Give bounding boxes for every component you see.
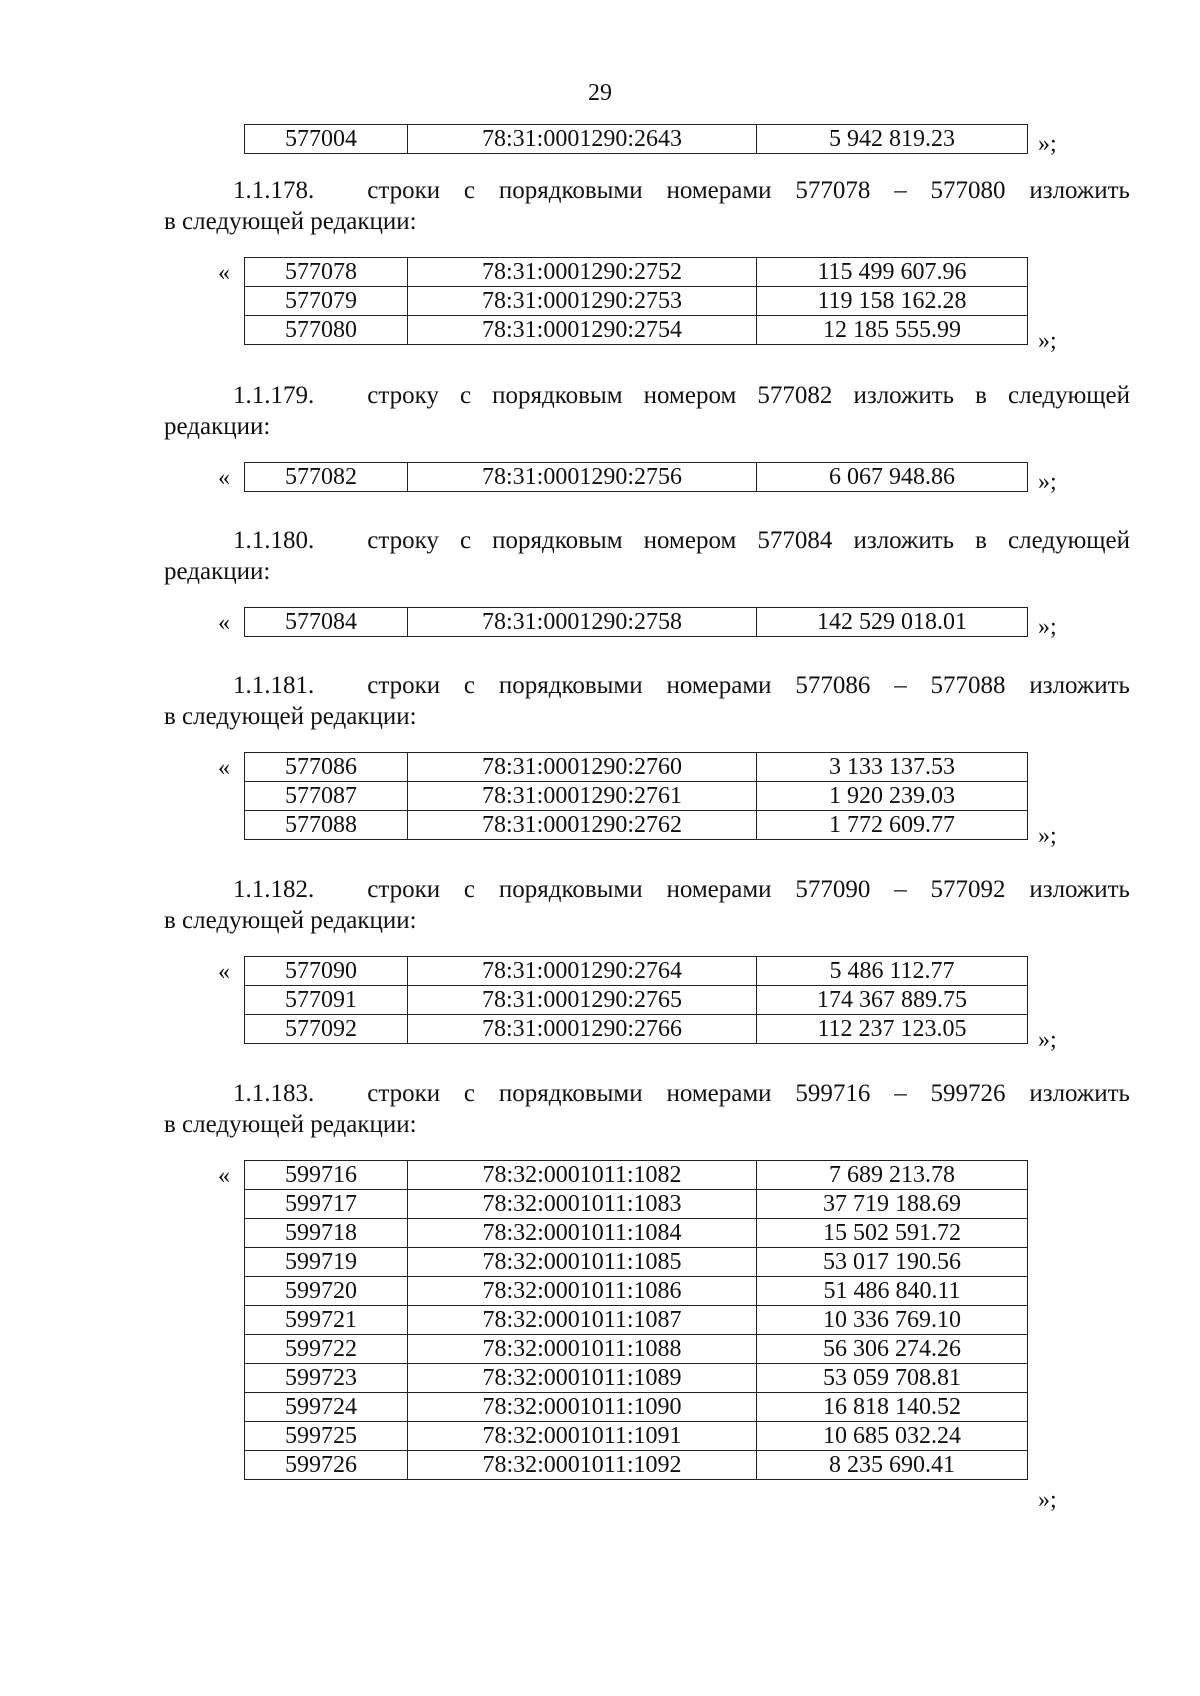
value-cell: 5 486 112.77 bbox=[757, 957, 1028, 986]
paragraph-word: – bbox=[894, 1080, 907, 1107]
closing-quote: »; bbox=[1038, 1027, 1057, 1053]
table-row bbox=[245, 1277, 1028, 1306]
table-row bbox=[245, 1335, 1028, 1364]
paragraph-word: в bbox=[975, 382, 987, 409]
paragraph-word: порядковыми bbox=[498, 1080, 643, 1107]
value-cell: 3 133 137.53 bbox=[757, 753, 1028, 782]
continued-table bbox=[244, 124, 1028, 154]
value-cell: 12 185 555.99 bbox=[757, 316, 1028, 345]
paragraph-text bbox=[367, 1078, 1130, 1109]
paragraph-line-2: в следующей редакции: bbox=[164, 208, 417, 235]
table-row bbox=[245, 957, 1028, 986]
amended-rows-table bbox=[244, 1160, 1028, 1480]
paragraph-word: изложить bbox=[853, 527, 955, 554]
paragraph-word: номерами bbox=[666, 1080, 772, 1107]
section-number: 1.1.182. bbox=[233, 876, 315, 903]
paragraph-word: порядковым bbox=[492, 527, 623, 554]
paragraph-line bbox=[164, 380, 1130, 411]
cadastral-number-cell: 78:32:0001011:1089 bbox=[408, 1364, 757, 1393]
row-number-cell: 599718 bbox=[245, 1219, 408, 1248]
cadastral-number-cell: 78:31:0001290:2760 bbox=[408, 753, 757, 782]
section-paragraph bbox=[164, 670, 1130, 732]
row-number-cell: 577087 bbox=[245, 782, 408, 811]
closing-quote: »; bbox=[1038, 469, 1057, 495]
row-number-cell: 599724 bbox=[245, 1393, 408, 1422]
opening-quote: « bbox=[218, 260, 230, 286]
paragraph-word: 577086 bbox=[795, 672, 871, 699]
paragraph-word: в bbox=[975, 527, 987, 554]
opening-quote: « bbox=[218, 1163, 230, 1189]
section-number: 1.1.181. bbox=[233, 672, 315, 699]
page-number: 29 bbox=[588, 80, 612, 106]
value-cell: 7 689 213.78 bbox=[757, 1161, 1028, 1190]
paragraph-word: следующей bbox=[1008, 527, 1130, 554]
row-number-cell: 599725 bbox=[245, 1422, 408, 1451]
table-row bbox=[245, 608, 1028, 637]
value-cell: 1 920 239.03 bbox=[757, 782, 1028, 811]
paragraph-word: строки bbox=[367, 876, 441, 903]
table-row bbox=[245, 1219, 1028, 1248]
paragraph-word: – bbox=[894, 177, 907, 204]
paragraph-text bbox=[367, 874, 1130, 905]
table-row bbox=[245, 811, 1028, 840]
table-row bbox=[245, 1015, 1028, 1044]
section-paragraph bbox=[164, 380, 1130, 442]
cadastral-number-cell: 78:32:0001011:1085 bbox=[408, 1248, 757, 1277]
row-number-cell: 599722 bbox=[245, 1335, 408, 1364]
table-row bbox=[245, 125, 1028, 154]
paragraph-word: 577092 bbox=[930, 876, 1006, 903]
paragraph-word: порядковыми bbox=[498, 672, 643, 699]
paragraph-word: с bbox=[463, 177, 476, 204]
value-cell: 37 719 188.69 bbox=[757, 1190, 1028, 1219]
closing-quote: »; bbox=[1038, 823, 1057, 849]
paragraph-word: изложить bbox=[853, 382, 955, 409]
paragraph-line-2: редакции: bbox=[164, 413, 271, 440]
row-number-cell: 599726 bbox=[245, 1451, 408, 1480]
row-number-cell: 577082 bbox=[245, 463, 408, 492]
row-number-cell: 599717 bbox=[245, 1190, 408, 1219]
cadastral-number-cell: 78:32:0001011:1082 bbox=[408, 1161, 757, 1190]
row-number-cell: 599719 bbox=[245, 1248, 408, 1277]
closing-quote: »; bbox=[1038, 1487, 1057, 1513]
amended-rows-table bbox=[244, 607, 1028, 637]
paragraph-word: изложить bbox=[1029, 672, 1130, 699]
row-number-cell: 599720 bbox=[245, 1277, 408, 1306]
closing-quote: »; bbox=[1038, 328, 1057, 354]
value-cell: 5 942 819.23 bbox=[757, 125, 1028, 154]
paragraph-line-2: в следующей редакции: bbox=[164, 1111, 417, 1138]
table-row bbox=[245, 1161, 1028, 1190]
paragraph-word: строки bbox=[367, 177, 441, 204]
paragraph-word: строки bbox=[367, 1080, 441, 1107]
cadastral-number-cell: 78:31:0001290:2764 bbox=[408, 957, 757, 986]
row-number-cell: 577079 bbox=[245, 287, 408, 316]
section-paragraph bbox=[164, 525, 1130, 587]
table-row bbox=[245, 782, 1028, 811]
paragraph-line bbox=[164, 1078, 1130, 1109]
cadastral-number-cell: 78:32:0001011:1084 bbox=[408, 1219, 757, 1248]
value-cell: 142 529 018.01 bbox=[757, 608, 1028, 637]
row-number-cell: 577086 bbox=[245, 753, 408, 782]
table-row bbox=[245, 1364, 1028, 1393]
table-row bbox=[245, 753, 1028, 782]
paragraph-word: 577078 bbox=[795, 177, 871, 204]
paragraph-word: 577084 bbox=[757, 527, 833, 554]
value-cell: 51 486 840.11 bbox=[757, 1277, 1028, 1306]
paragraph-word: изложить bbox=[1029, 1080, 1130, 1107]
value-cell: 115 499 607.96 bbox=[757, 258, 1028, 287]
cadastral-number-cell: 78:31:0001290:2765 bbox=[408, 986, 757, 1015]
cadastral-number-cell: 78:31:0001290:2753 bbox=[408, 287, 757, 316]
paragraph-word: 577088 bbox=[930, 672, 1006, 699]
row-number-cell: 577092 bbox=[245, 1015, 408, 1044]
paragraph-text bbox=[367, 175, 1130, 206]
row-number-cell: 577080 bbox=[245, 316, 408, 345]
paragraph-word: номерами bbox=[666, 672, 772, 699]
table-row bbox=[245, 1248, 1028, 1277]
cadastral-number-cell: 78:31:0001290:2761 bbox=[408, 782, 757, 811]
cadastral-number-cell: 78:32:0001011:1092 bbox=[408, 1451, 757, 1480]
value-cell: 53 059 708.81 bbox=[757, 1364, 1028, 1393]
section-number: 1.1.180. bbox=[233, 527, 315, 554]
value-cell: 119 158 162.28 bbox=[757, 287, 1028, 316]
section-paragraph bbox=[164, 175, 1130, 237]
section-paragraph bbox=[164, 1078, 1130, 1140]
cadastral-number-cell: 78:32:0001011:1087 bbox=[408, 1306, 757, 1335]
paragraph-word: 599716 bbox=[795, 1080, 871, 1107]
paragraph-word: номером bbox=[643, 382, 737, 409]
paragraph-word: строку bbox=[367, 527, 439, 554]
paragraph-word: номерами bbox=[666, 876, 772, 903]
section-number: 1.1.183. bbox=[233, 1080, 315, 1107]
paragraph-word: строку bbox=[367, 382, 439, 409]
cadastral-number-cell: 78:31:0001290:2758 bbox=[408, 608, 757, 637]
closing-quote: »; bbox=[1038, 614, 1057, 640]
cadastral-number-cell: 78:31:0001290:2643 bbox=[408, 125, 757, 154]
value-cell: 112 237 123.05 bbox=[757, 1015, 1028, 1044]
table-row bbox=[245, 1306, 1028, 1335]
value-cell: 16 818 140.52 bbox=[757, 1393, 1028, 1422]
table-row bbox=[245, 258, 1028, 287]
paragraph-word: порядковым bbox=[492, 382, 623, 409]
paragraph-word: с bbox=[459, 382, 472, 409]
value-cell: 56 306 274.26 bbox=[757, 1335, 1028, 1364]
value-cell: 53 017 190.56 bbox=[757, 1248, 1028, 1277]
table-row bbox=[245, 316, 1028, 345]
row-number-cell: 577084 bbox=[245, 608, 408, 637]
cadastral-number-cell: 78:32:0001011:1083 bbox=[408, 1190, 757, 1219]
paragraph-word: порядковыми bbox=[498, 876, 643, 903]
paragraph-word: с bbox=[459, 527, 472, 554]
paragraph-line-2: редакции: bbox=[164, 558, 271, 585]
row-number-cell: 577088 bbox=[245, 811, 408, 840]
cadastral-number-cell: 78:31:0001290:2766 bbox=[408, 1015, 757, 1044]
paragraph-word: порядковыми bbox=[498, 177, 643, 204]
value-cell: 6 067 948.86 bbox=[757, 463, 1028, 492]
amended-rows-table bbox=[244, 462, 1028, 492]
table-row bbox=[245, 1190, 1028, 1219]
paragraph-word: изложить bbox=[1029, 876, 1130, 903]
paragraph-line bbox=[164, 670, 1130, 701]
row-number-cell: 577090 bbox=[245, 957, 408, 986]
opening-quote: « bbox=[218, 959, 230, 985]
section-number: 1.1.178. bbox=[233, 177, 315, 204]
row-number-cell: 599721 bbox=[245, 1306, 408, 1335]
paragraph-word: следующей bbox=[1008, 382, 1130, 409]
section-paragraph bbox=[164, 874, 1130, 936]
table-row bbox=[245, 287, 1028, 316]
paragraph-word: номерами bbox=[666, 177, 772, 204]
value-cell: 174 367 889.75 bbox=[757, 986, 1028, 1015]
table-row bbox=[245, 986, 1028, 1015]
paragraph-word: номером bbox=[643, 527, 737, 554]
paragraph-word: 577090 bbox=[795, 876, 871, 903]
cadastral-number-cell: 78:31:0001290:2756 bbox=[408, 463, 757, 492]
paragraph-word: 599726 bbox=[930, 1080, 1006, 1107]
value-cell: 1 772 609.77 bbox=[757, 811, 1028, 840]
paragraph-line-2: в следующей редакции: bbox=[164, 703, 417, 730]
cadastral-number-cell: 78:32:0001011:1086 bbox=[408, 1277, 757, 1306]
table-row bbox=[245, 463, 1028, 492]
paragraph-word: с bbox=[463, 876, 476, 903]
paragraph-word: – bbox=[894, 672, 907, 699]
paragraph-word: с bbox=[463, 1080, 476, 1107]
paragraph-line bbox=[164, 525, 1130, 556]
section-number: 1.1.179. bbox=[233, 382, 315, 409]
cadastral-number-cell: 78:32:0001011:1091 bbox=[408, 1422, 757, 1451]
cadastral-number-cell: 78:31:0001290:2762 bbox=[408, 811, 757, 840]
opening-quote: « bbox=[218, 465, 230, 491]
value-cell: 10 336 769.10 bbox=[757, 1306, 1028, 1335]
paragraph-word: 577082 bbox=[757, 382, 833, 409]
amended-rows-table bbox=[244, 752, 1028, 840]
row-number-cell: 577078 bbox=[245, 258, 408, 287]
row-number-cell: 577091 bbox=[245, 986, 408, 1015]
cadastral-number-cell: 78:32:0001011:1088 bbox=[408, 1335, 757, 1364]
value-cell: 10 685 032.24 bbox=[757, 1422, 1028, 1451]
value-cell: 8 235 690.41 bbox=[757, 1451, 1028, 1480]
opening-quote: « bbox=[218, 610, 230, 636]
cadastral-number-cell: 78:31:0001290:2754 bbox=[408, 316, 757, 345]
value-cell: 15 502 591.72 bbox=[757, 1219, 1028, 1248]
paragraph-text bbox=[367, 380, 1130, 411]
cadastral-number-cell: 78:32:0001011:1090 bbox=[408, 1393, 757, 1422]
row-number-cell: 599716 bbox=[245, 1161, 408, 1190]
paragraph-word: строки bbox=[367, 672, 441, 699]
paragraph-word: с bbox=[463, 672, 476, 699]
table-row bbox=[245, 1393, 1028, 1422]
table-row bbox=[245, 1422, 1028, 1451]
paragraph-text bbox=[367, 670, 1130, 701]
closing-quote: »; bbox=[1038, 131, 1057, 157]
amended-rows-table bbox=[244, 257, 1028, 345]
row-number-cell: 599723 bbox=[245, 1364, 408, 1393]
paragraph-text bbox=[367, 525, 1130, 556]
row-number-cell: 577004 bbox=[245, 125, 408, 154]
paragraph-word: изложить bbox=[1029, 177, 1130, 204]
amended-rows-table bbox=[244, 956, 1028, 1044]
paragraph-line bbox=[164, 175, 1130, 206]
paragraph-word: – bbox=[894, 876, 907, 903]
paragraph-line bbox=[164, 874, 1130, 905]
opening-quote: « bbox=[218, 755, 230, 781]
table-row bbox=[245, 1451, 1028, 1480]
cadastral-number-cell: 78:31:0001290:2752 bbox=[408, 258, 757, 287]
paragraph-line-2: в следующей редакции: bbox=[164, 907, 417, 934]
paragraph-word: 577080 bbox=[930, 177, 1006, 204]
